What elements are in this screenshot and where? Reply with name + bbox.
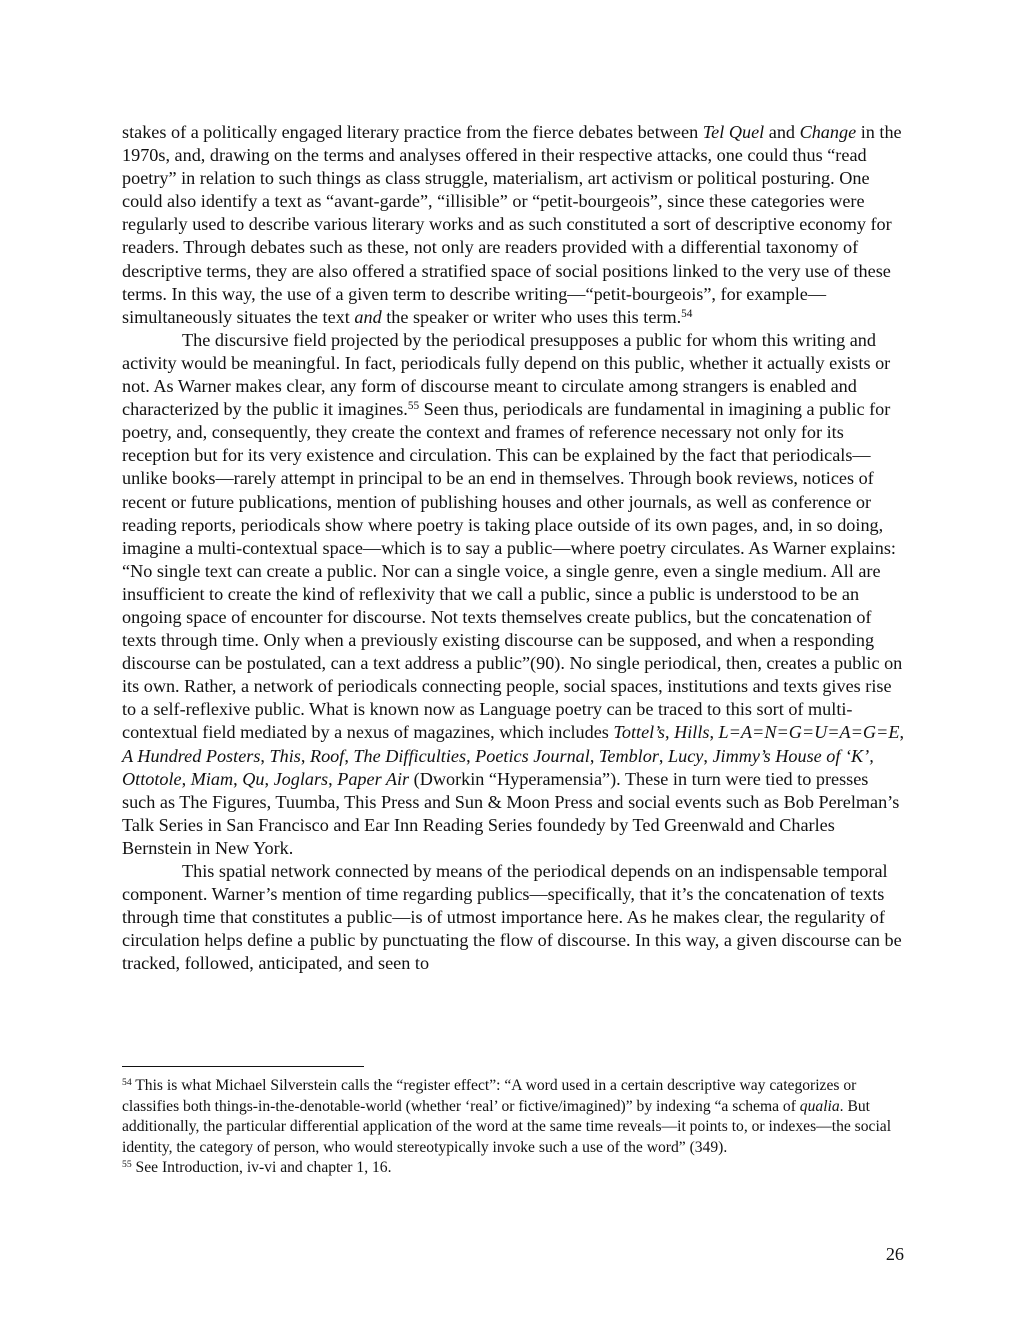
paragraph <box>122 329 904 860</box>
footnote-marker: 54 <box>681 307 693 320</box>
italic-text: Poetics Journal <box>475 745 590 766</box>
text-run: , <box>260 745 270 766</box>
footnote <box>122 1076 904 1158</box>
italic-text: Temblor <box>598 745 659 766</box>
text-run: , <box>899 722 904 743</box>
footnote-marker: 55 <box>122 1158 132 1170</box>
footnote-marker: 54 <box>122 1076 132 1088</box>
italic-text: Tottel’s <box>613 722 665 743</box>
text-run: , <box>589 745 599 766</box>
text-run: stakes of a politically engaged literary practice from the fierce debates between <box>122 122 703 142</box>
footnote-separator <box>122 1066 364 1067</box>
text-run: , <box>709 722 719 743</box>
text-run: This spatial network connected by means of the periodical depends on an indispensable temporal component. Warner’s mention of time regarding publics—specifically, that it’s the concatenation of texts through time that constitutes a public—is of utmost importance here. As he makes clear, the regularity of circulation helps define a public by punctuating the flow of discourse. In this way, a given discourse can be tracked, followed, anticipated, and seen to <box>122 861 902 974</box>
text-run: (Dworkin “Hyperamensia”). These in turn were tied to presses such as The Figures, Tuumba, This Press and Sun & Moon Press and social events such as Bob Perelman’s Talk Series in San Francisco and Ear Inn Reading Series foundedy by Ted Greenwald and Charles Bernstein in New York. <box>122 768 900 858</box>
text-run: See Introduction, iv-vi and chapter 1, 16. <box>131 1159 392 1176</box>
text-run: , <box>344 745 354 766</box>
italic-text: Joglars <box>273 768 329 789</box>
text-run: , <box>264 768 274 789</box>
italic-text: Tel Quel <box>702 122 765 142</box>
text-run: Seen thus, periodicals are fundamental in imagining a public for poetry, and, consequently, they create the context and frames of reference necessary not only for its reception but for its very existence and circulation. This can be explained by the fact that periodicals—unlike books—rarely attempt in principal to be an end in themselves. Through book reviews, notices of recent or future publications, mention of publishing houses and other journals, as well as conference or reading reports, periodicals show where poetry is taking place outside of its own pages, and, in so doing, imagine a multi-contextual space—which is to say a public—where poetry circulates. As Warner explains: “No single text can create a public. Nor can a single voice, a single genre, even a single medium. All are insufficient to create the kind of reflexivity that we call a public, since a public is understood to be an ongoing space of encounter for discourse. Not texts themselves create publics, but the concatenation of texts through time. Only when a previously existing discourse can be supposed, and when a responding discourse can be postulated, can a text address a public”(90). No single periodical, then, creates a public on its own. Rather, a network of periodicals connecting people, social spaces, institutions and texts gives rise to a self-reflexive public. What is known now as Language poetry can be traced to this sort of multi-contextual field mediated by a nexus of magazines, which includes <box>122 399 903 743</box>
italic-text: qualia <box>799 1097 840 1115</box>
italic-text: The Difficulties <box>353 745 467 766</box>
italic-text: A Hundred Posters <box>122 745 261 766</box>
italic-text: Qu <box>242 768 265 789</box>
italic-text: Jimmy’s House of ‘K’, Ottotole <box>122 745 874 789</box>
italic-text: Change <box>799 122 857 142</box>
text-run: , <box>664 722 675 743</box>
italic-text: Paper Air <box>337 768 410 789</box>
text-run: The discursive field projected by the periodical presupposes a public for whom this writing and activity would be meaningful. In fact, periodicals fully depend on this public, whether it actually exists or not. As Warner makes clear, any form of discourse meant to circulate among strangers is enabled and characterized by the public it imagines. <box>122 329 891 420</box>
text-run: , <box>703 745 713 766</box>
italic-text: L=A=N=G=U=A=G=E <box>718 722 900 743</box>
footnotes <box>122 1076 904 1179</box>
text-run: . But additionally, the particular differential application of the word at the same time reveals—it points to, or indexes—the social identity, the category of person, who would stereotypically invoke such a use of the word” (349). <box>122 1097 892 1156</box>
italic-text: Hills <box>674 722 710 743</box>
text-run: This is what Michael Silverstein calls the “register effect”: “A word used in a certain descriptive way categorizes or classifies both things-in-the-denotable-world (whether ‘real’ or fictive/imagined)” by indexing “a schema of <box>122 1077 857 1115</box>
text-run: in the 1970s, and, drawing on the terms and analyses offered in their respective attacks, one could thus “read poetry” in relation to such things as class struggle, materialism, art activism or political posturing. One could also identify a text as “avant-garde”, “illisible” or “petit-bourgeois”, since these categories were regularly used to describe various literary works and as such constituted a sort of descriptive economy for readers. Through debates such as these, not only are readers provided with a differential taxonomy of descriptive terms, they are also offered a stratified space of social positions linked to the very use of these terms. In this way, the use of a given term to describe writing—“petit-bourgeois”, for example—simultaneously situates the text <box>122 122 902 327</box>
text-run: , <box>328 768 338 789</box>
text-run: and <box>764 122 800 142</box>
footnote-marker: 55 <box>407 399 420 412</box>
text-run: , <box>466 745 476 766</box>
italic-text: and <box>354 306 382 327</box>
text-run: , <box>181 768 191 789</box>
page-number: 26 <box>885 1244 904 1264</box>
text-run: , <box>658 745 668 766</box>
italic-text: Roof <box>309 745 345 766</box>
text-run: the speaker or writer who uses this term. <box>381 306 682 327</box>
italic-text: This <box>269 745 301 766</box>
italic-text: Miam <box>190 768 234 789</box>
text-run: , <box>233 768 243 789</box>
italic-text: Lucy <box>668 745 704 766</box>
text-run: , <box>300 745 310 766</box>
paragraph <box>122 121 904 329</box>
paragraph <box>122 860 904 975</box>
body-text <box>122 121 904 975</box>
footnote <box>122 1158 904 1179</box>
